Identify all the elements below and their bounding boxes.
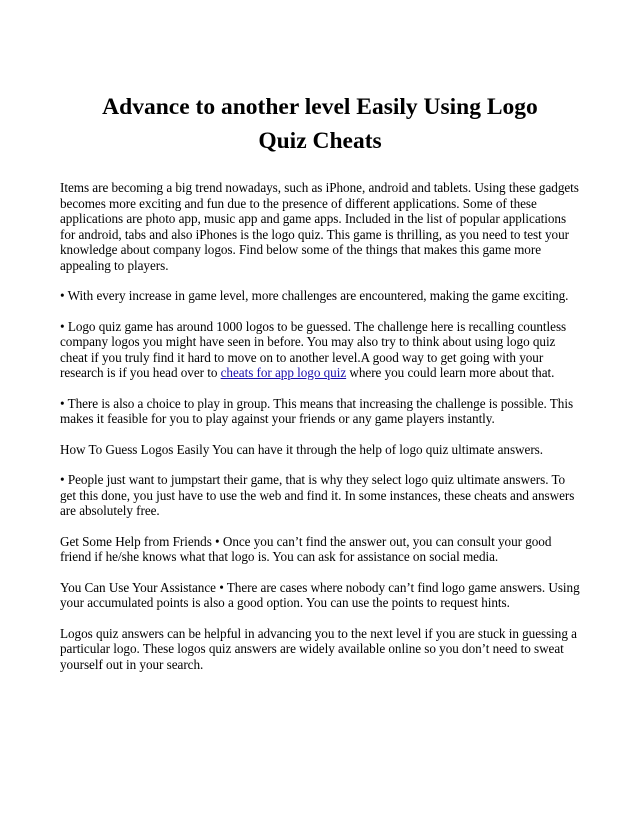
bullet-game-level: • With every increase in game level, more challenges are encountered, making the game exciting. (60, 288, 569, 303)
closing-paragraph: Logos quiz answers can be helpful in advancing you to the next level if you are stuck in guessing a particular logo. These logos quiz answers are widely available online so you don’t need to sweat yourself out in your search. (60, 625, 577, 672)
page-title (60, 90, 580, 158)
page-title-line-2: Quiz Cheats (258, 128, 382, 154)
bullet-logo-count (60, 319, 580, 381)
page-title-line-1: Advance to another level Easily Using Logo (102, 94, 538, 120)
bullet-logo-count-text: • Logo quiz game has around 1000 logos to be guessed. The challenge here is recalling countless company logos you might have seen in before. You may also try to think about using logo quiz cheat if you truly find it hard to move on to another level.A good way to get going with your research is if you head over to (60, 318, 567, 380)
how-to-guess-paragraph: How To Guess Logos Easily You can have it through the help of logo quiz ultimate answers. (60, 441, 543, 457)
use-assistance-paragraph: You Can Use Your Assistance • There are cases where nobody can’t find logo game answers. Using your accumulated points is also a good option. You can use the points to request hints. (60, 579, 580, 610)
bullet-jumpstart: • People just want to jumpstart their game, that is why they select logo quiz ultimate answers. To get this done, you just have to use the web and find it. In some instances, these cheats and answers are absolutely free. (60, 472, 575, 518)
help-from-friends-paragraph: Get Some Help from Friends • Once you can’t find the answer out, you can consult your good friend if he/she knows what that logo is. You can ask for assistance on social media. (60, 533, 552, 564)
cheats-link[interactable]: cheats for app logo quiz (220, 365, 347, 380)
bullet-group-play: • There is also a choice to play in group. This means that increasing the challenge is possible. This makes it feasible for you to play against your friends or any game players instantly. (60, 395, 574, 426)
bullet-logo-count-text-end: where you could learn more about that. (346, 365, 555, 380)
intro-paragraph: Items are becoming a big trend nowadays, such as iPhone, android and tablets. Using these gadgets becomes more exciting and fun due to the presence of different applications. Some of these applications are photo app, music app and game apps. Included in the list of popular applications for android, tabs and also iPhones is the logo quiz. This game is thrilling, as you need to test your knowledge about company logos. Find below some of the things that makes this game more appealing to players. (60, 180, 579, 273)
